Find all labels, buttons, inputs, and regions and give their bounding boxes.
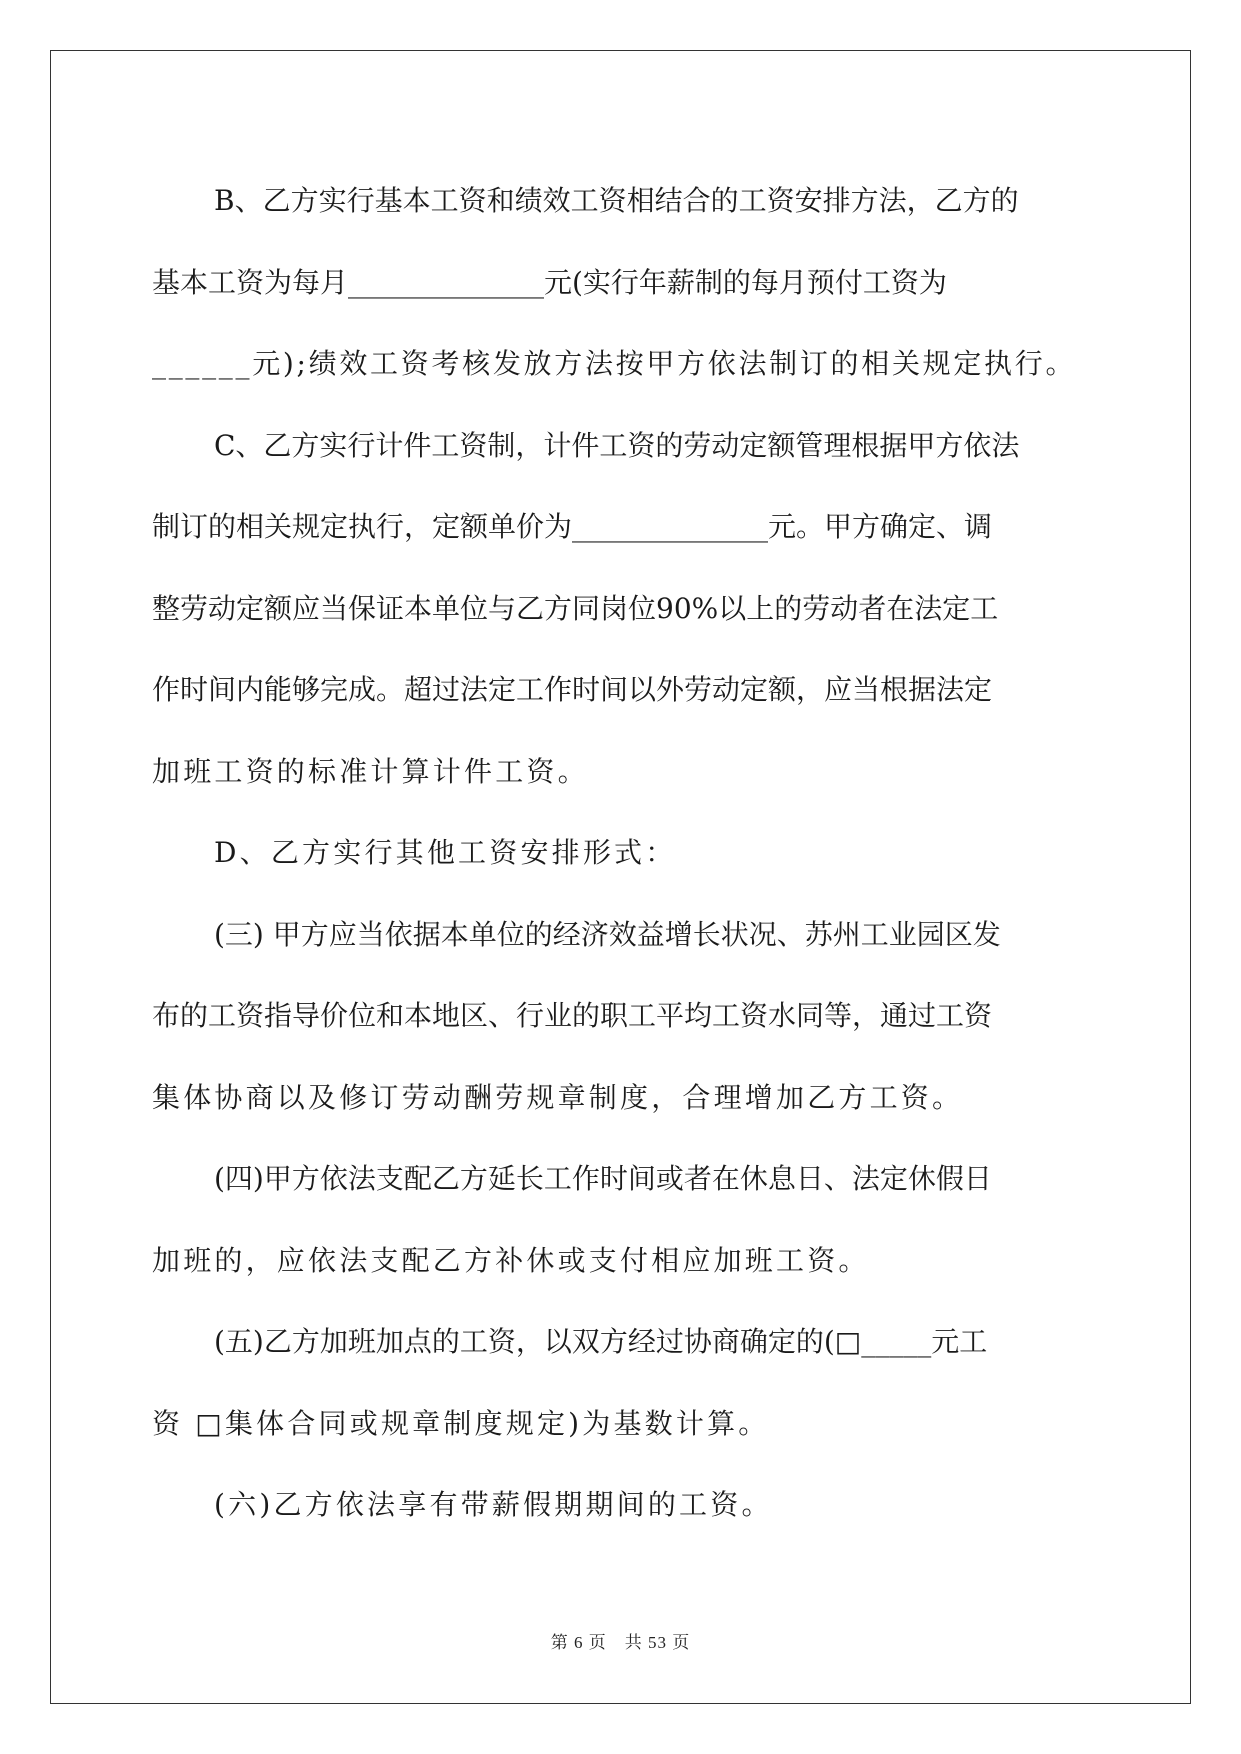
document-body: [152, 160, 1088, 1546]
text-line: C、乙方实行计件工资制，计件工资的劳动定额管理根据甲方依法: [214, 428, 1020, 462]
text-line: (六)乙方依法享有带薪假期期间的工资。: [214, 1488, 773, 1521]
text-line: 布的工资指导价位和本地区、行业的职工平均工资水同等，通过工资: [152, 999, 993, 1032]
text-line: (五)乙方加班加点的工资，以双方经过协商确定的(□_____元工: [214, 1325, 988, 1358]
text-line: (四)甲方依法支配乙方延长工作时间或者在休息日、法定休假日: [214, 1162, 992, 1195]
text-line: 作时间内能够完成。超过法定工作时间以外劳动定额，应当根据法定: [152, 673, 993, 706]
paragraph-b: [152, 160, 1088, 405]
text-line: D、乙方实行其他工资安排形式：: [214, 836, 677, 869]
text-line: (三) 甲方应当依据本单位的经济效益增长状况、苏州工业园区发: [214, 917, 1001, 951]
text-line: 加班工资的标准计算计件工资。: [152, 754, 589, 788]
page-number: 第 6 页 共 53 页: [550, 1633, 691, 1652]
text-line: 资 □集体合同或规章制度规定)为基数计算。: [152, 1406, 770, 1440]
paragraph-6: [152, 1464, 1088, 1546]
text-line: 加班的，应依法支配乙方补休或支付相应加班工资。: [152, 1243, 870, 1277]
text-line: 集体协商以及修订劳动酬劳规章制度，合理增加乙方工资。: [152, 1080, 964, 1114]
paragraph-3: [152, 894, 1088, 1139]
text-line: 整劳动定额应当保证本单位与乙方同岗位90%以上的劳动者在法定工: [152, 591, 999, 625]
paragraph-d: [152, 812, 1088, 894]
text-line: 制订的相关规定执行，定额单价为______________元。甲方确定、调: [152, 510, 993, 543]
paragraph-5: [152, 1301, 1088, 1464]
text-line: B、乙方实行基本工资和绩效工资相结合的工资安排方法，乙方的: [214, 184, 1019, 217]
paragraph-4: [152, 1138, 1088, 1301]
text-line: 基本工资为每月______________元(实行年薪制的每月预付工资为: [152, 265, 947, 299]
paragraph-c: [152, 405, 1088, 813]
text-line: ______元);绩效工资考核发放方法按甲方依法制订的相关规定执行。: [152, 347, 1077, 380]
